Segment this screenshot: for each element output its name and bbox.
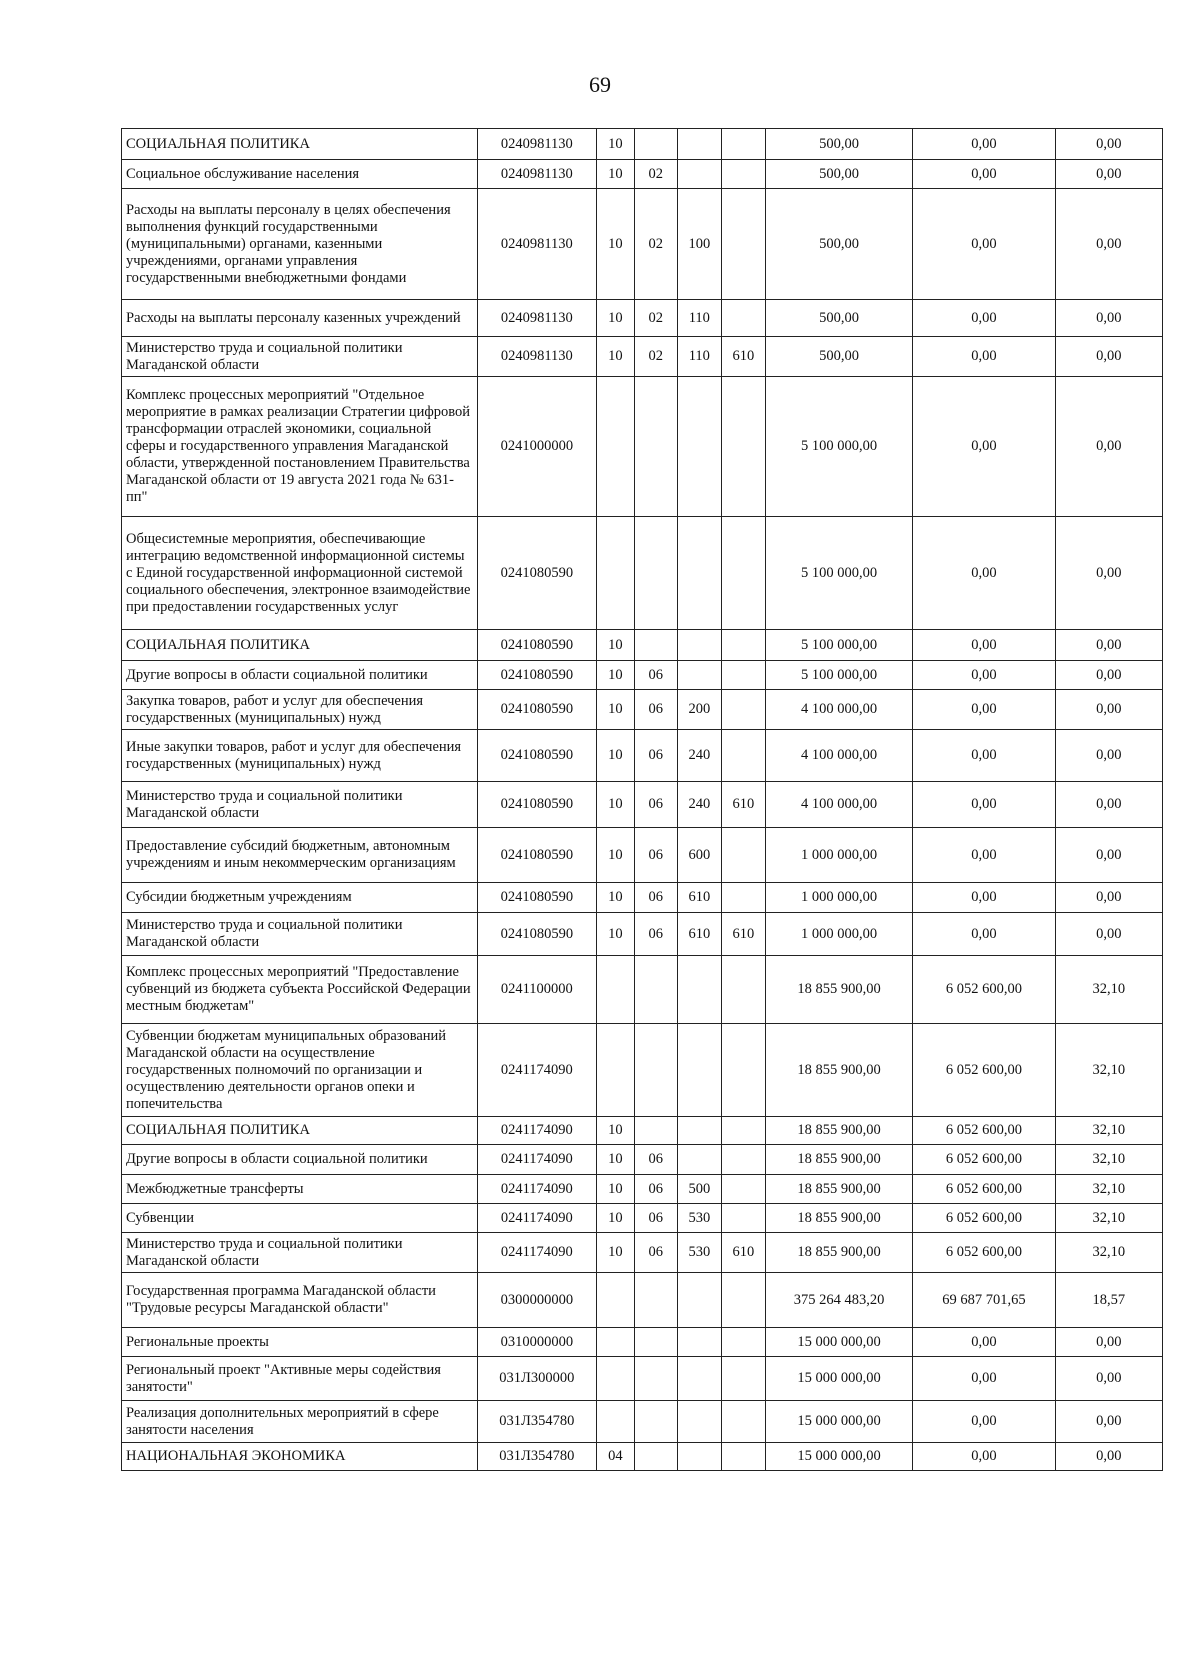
name-cell: Региональный проект "Активные меры содействия занятости" — [122, 1357, 478, 1401]
budget-table — [121, 128, 1163, 1471]
plan-amount-cell: 500,00 — [765, 189, 913, 300]
expense-type-cell — [677, 1024, 722, 1117]
plan-amount-cell: 1 000 000,00 — [765, 883, 913, 913]
fact-amount-cell: 6 052 600,00 — [913, 1233, 1055, 1273]
plan-amount-cell: 18 855 900,00 — [765, 1145, 913, 1175]
expense-type-cell: 200 — [677, 690, 722, 730]
section-cell: 10 — [596, 883, 634, 913]
expense-type-cell: 610 — [677, 883, 722, 913]
section-cell: 10 — [596, 828, 634, 883]
percent-cell: 0,00 — [1055, 337, 1162, 377]
expense-type-cell — [677, 1401, 722, 1443]
ministry-code-cell — [722, 129, 766, 160]
fact-amount-cell: 0,00 — [913, 1357, 1055, 1401]
expense-type-cell — [677, 1443, 722, 1471]
plan-amount-cell: 18 855 900,00 — [765, 1233, 913, 1273]
section-cell: 10 — [596, 913, 634, 956]
fact-amount-cell: 0,00 — [913, 129, 1055, 160]
fact-amount-cell: 0,00 — [913, 630, 1055, 661]
subsection-cell: 06 — [635, 913, 677, 956]
subsection-cell — [635, 1401, 677, 1443]
percent-cell: 0,00 — [1055, 730, 1162, 782]
expense-type-cell — [677, 160, 722, 189]
fact-amount-cell: 6 052 600,00 — [913, 1204, 1055, 1233]
ministry-code-cell — [722, 377, 766, 517]
subsection-cell: 06 — [635, 1233, 677, 1273]
csr-cell: 0241080590 — [477, 690, 596, 730]
section-cell — [596, 1328, 634, 1357]
ministry-code-cell: 610 — [722, 913, 766, 956]
name-cell: Социальное обслуживание населения — [122, 160, 478, 189]
csr-cell: 0241080590 — [477, 730, 596, 782]
ministry-code-cell — [722, 300, 766, 337]
csr-cell: 0241080590 — [477, 782, 596, 828]
name-cell: СОЦИАЛЬНАЯ ПОЛИТИКА — [122, 630, 478, 661]
percent-cell: 0,00 — [1055, 913, 1162, 956]
percent-cell: 18,57 — [1055, 1273, 1162, 1328]
subsection-cell: 02 — [635, 300, 677, 337]
name-cell: Региональные проекты — [122, 1328, 478, 1357]
plan-amount-cell: 18 855 900,00 — [765, 956, 913, 1024]
name-cell: Министерство труда и социальной политики Магаданской области — [122, 1233, 478, 1273]
name-cell: Субвенции — [122, 1204, 478, 1233]
expense-type-cell: 610 — [677, 913, 722, 956]
csr-cell: 0241174090 — [477, 1175, 596, 1204]
plan-amount-cell: 15 000 000,00 — [765, 1328, 913, 1357]
expense-type-cell — [677, 630, 722, 661]
fact-amount-cell: 0,00 — [913, 661, 1055, 690]
percent-cell: 0,00 — [1055, 1401, 1162, 1443]
ministry-code-cell — [722, 1204, 766, 1233]
name-cell: Государственная программа Магаданской области "Трудовые ресурсы Магаданской области" — [122, 1273, 478, 1328]
expense-type-cell: 530 — [677, 1204, 722, 1233]
csr-cell: 0241080590 — [477, 517, 596, 630]
name-cell: Закупка товаров, работ и услуг для обеспечения государственных (муниципальных) нужд — [122, 690, 478, 730]
fact-amount-cell: 0,00 — [913, 300, 1055, 337]
subsection-cell: 06 — [635, 1175, 677, 1204]
percent-cell: 0,00 — [1055, 189, 1162, 300]
ministry-code-cell — [722, 1401, 766, 1443]
percent-cell: 0,00 — [1055, 828, 1162, 883]
section-cell: 10 — [596, 1117, 634, 1145]
fact-amount-cell: 0,00 — [913, 1443, 1055, 1471]
percent-cell: 0,00 — [1055, 883, 1162, 913]
expense-type-cell — [677, 1357, 722, 1401]
expense-type-cell — [677, 129, 722, 160]
csr-cell: 0241174090 — [477, 1024, 596, 1117]
percent-cell: 0,00 — [1055, 630, 1162, 661]
table-row — [122, 129, 1163, 160]
csr-cell: 0240981130 — [477, 189, 596, 300]
ministry-code-cell — [722, 730, 766, 782]
section-cell: 10 — [596, 300, 634, 337]
plan-amount-cell: 15 000 000,00 — [765, 1443, 913, 1471]
fact-amount-cell: 0,00 — [913, 782, 1055, 828]
table-row — [122, 661, 1163, 690]
expense-type-cell — [677, 517, 722, 630]
table-row — [122, 1401, 1163, 1443]
subsection-cell: 06 — [635, 883, 677, 913]
fact-amount-cell: 0,00 — [913, 913, 1055, 956]
percent-cell: 32,10 — [1055, 1233, 1162, 1273]
section-cell — [596, 1357, 634, 1401]
csr-cell: 031Л300000 — [477, 1357, 596, 1401]
subsection-cell: 06 — [635, 730, 677, 782]
fact-amount-cell: 0,00 — [913, 883, 1055, 913]
section-cell: 10 — [596, 630, 634, 661]
percent-cell: 0,00 — [1055, 661, 1162, 690]
plan-amount-cell: 4 100 000,00 — [765, 730, 913, 782]
percent-cell: 0,00 — [1055, 782, 1162, 828]
fact-amount-cell: 6 052 600,00 — [913, 1024, 1055, 1117]
expense-type-cell: 110 — [677, 337, 722, 377]
ministry-code-cell — [722, 630, 766, 661]
percent-cell: 32,10 — [1055, 956, 1162, 1024]
name-cell: Другие вопросы в области социальной политики — [122, 1145, 478, 1175]
plan-amount-cell: 5 100 000,00 — [765, 630, 913, 661]
table-row — [122, 337, 1163, 377]
table-row — [122, 1328, 1163, 1357]
fact-amount-cell: 6 052 600,00 — [913, 956, 1055, 1024]
csr-cell: 031Л354780 — [477, 1443, 596, 1471]
expense-type-cell: 530 — [677, 1233, 722, 1273]
plan-amount-cell: 18 855 900,00 — [765, 1204, 913, 1233]
table-row — [122, 377, 1163, 517]
csr-cell: 0240981130 — [477, 337, 596, 377]
expense-type-cell — [677, 956, 722, 1024]
section-cell — [596, 1024, 634, 1117]
ministry-code-cell — [722, 1175, 766, 1204]
percent-cell: 32,10 — [1055, 1175, 1162, 1204]
section-cell — [596, 377, 634, 517]
section-cell: 10 — [596, 690, 634, 730]
section-cell: 10 — [596, 1145, 634, 1175]
expense-type-cell — [677, 1117, 722, 1145]
section-cell: 10 — [596, 337, 634, 377]
plan-amount-cell: 500,00 — [765, 337, 913, 377]
ministry-code-cell — [722, 1328, 766, 1357]
expense-type-cell: 500 — [677, 1175, 722, 1204]
percent-cell: 0,00 — [1055, 300, 1162, 337]
plan-amount-cell: 18 855 900,00 — [765, 1175, 913, 1204]
percent-cell: 32,10 — [1055, 1145, 1162, 1175]
ministry-code-cell — [722, 160, 766, 189]
plan-amount-cell: 15 000 000,00 — [765, 1357, 913, 1401]
percent-cell: 0,00 — [1055, 1357, 1162, 1401]
section-cell: 10 — [596, 730, 634, 782]
table-row — [122, 300, 1163, 337]
csr-cell: 031Л354780 — [477, 1401, 596, 1443]
csr-cell: 0300000000 — [477, 1273, 596, 1328]
subsection-cell: 06 — [635, 782, 677, 828]
csr-cell: 0240981130 — [477, 300, 596, 337]
ministry-code-cell — [722, 690, 766, 730]
subsection-cell — [635, 1443, 677, 1471]
plan-amount-cell: 15 000 000,00 — [765, 1401, 913, 1443]
plan-amount-cell: 18 855 900,00 — [765, 1117, 913, 1145]
table-row — [122, 782, 1163, 828]
percent-cell: 32,10 — [1055, 1024, 1162, 1117]
page-number: 69 — [589, 72, 611, 97]
table-row — [122, 1443, 1163, 1471]
ministry-code-cell — [722, 1443, 766, 1471]
plan-amount-cell: 5 100 000,00 — [765, 517, 913, 630]
subsection-cell — [635, 517, 677, 630]
ministry-code-cell — [722, 189, 766, 300]
expense-type-cell: 240 — [677, 782, 722, 828]
plan-amount-cell: 4 100 000,00 — [765, 782, 913, 828]
ministry-code-cell — [722, 517, 766, 630]
subsection-cell: 06 — [635, 1145, 677, 1175]
fact-amount-cell: 0,00 — [913, 828, 1055, 883]
csr-cell: 0241080590 — [477, 913, 596, 956]
table-row — [122, 517, 1163, 630]
subsection-cell: 02 — [635, 160, 677, 189]
csr-cell: 0241080590 — [477, 828, 596, 883]
percent-cell: 0,00 — [1055, 690, 1162, 730]
csr-cell: 0241000000 — [477, 377, 596, 517]
expense-type-cell — [677, 1145, 722, 1175]
csr-cell: 0310000000 — [477, 1328, 596, 1357]
expense-type-cell: 100 — [677, 189, 722, 300]
subsection-cell — [635, 630, 677, 661]
name-cell: Общесистемные мероприятия, обеспечивающие интеграцию ведомственной информационной системы с Единой государственной информационной системой социального обеспечения, электронное взаимодействие при предоставлении государственных услуг — [122, 517, 478, 630]
section-cell: 10 — [596, 782, 634, 828]
section-cell: 10 — [596, 160, 634, 189]
name-cell: Субвенции бюджетам муниципальных образований Магаданской области на осуществление государственных полномочий по организации и осуществлению деятельности органов опеки и попечительства — [122, 1024, 478, 1117]
name-cell: Другие вопросы в области социальной политики — [122, 661, 478, 690]
ministry-code-cell — [722, 661, 766, 690]
csr-cell: 0241080590 — [477, 883, 596, 913]
subsection-cell: 06 — [635, 1204, 677, 1233]
ministry-code-cell: 610 — [722, 337, 766, 377]
section-cell — [596, 956, 634, 1024]
expense-type-cell: 600 — [677, 828, 722, 883]
section-cell: 10 — [596, 1204, 634, 1233]
subsection-cell: 02 — [635, 337, 677, 377]
csr-cell: 0240981130 — [477, 160, 596, 189]
ministry-code-cell — [722, 1024, 766, 1117]
expense-type-cell: 240 — [677, 730, 722, 782]
ministry-code-cell — [722, 956, 766, 1024]
subsection-cell — [635, 1273, 677, 1328]
name-cell: Иные закупки товаров, работ и услуг для обеспечения государственных (муниципальных) нужд — [122, 730, 478, 782]
subsection-cell — [635, 956, 677, 1024]
expense-type-cell — [677, 661, 722, 690]
fact-amount-cell: 6 052 600,00 — [913, 1145, 1055, 1175]
subsection-cell — [635, 129, 677, 160]
table-row — [122, 730, 1163, 782]
subsection-cell: 06 — [635, 690, 677, 730]
plan-amount-cell: 4 100 000,00 — [765, 690, 913, 730]
subsection-cell — [635, 377, 677, 517]
table-row — [122, 1357, 1163, 1401]
ministry-code-cell — [722, 828, 766, 883]
percent-cell: 0,00 — [1055, 160, 1162, 189]
fact-amount-cell: 0,00 — [913, 337, 1055, 377]
fact-amount-cell: 6 052 600,00 — [913, 1117, 1055, 1145]
table-body — [122, 129, 1163, 1471]
plan-amount-cell: 500,00 — [765, 160, 913, 189]
subsection-cell: 06 — [635, 828, 677, 883]
name-cell: Реализация дополнительных мероприятий в сфере занятости населения — [122, 1401, 478, 1443]
csr-cell: 0241080590 — [477, 661, 596, 690]
fact-amount-cell: 0,00 — [913, 189, 1055, 300]
plan-amount-cell: 1 000 000,00 — [765, 913, 913, 956]
csr-cell: 0241174090 — [477, 1233, 596, 1273]
name-cell: Комплекс процессных мероприятий "Отдельное мероприятие в рамках реализации Стратегии цифровой трансформации отраслей экономики, социальной сферы и государственного управления Магаданской области, утвержденной постановлением Правительства Магаданской области от 19 августа 2021 года № 631-пп" — [122, 377, 478, 517]
subsection-cell — [635, 1024, 677, 1117]
fact-amount-cell: 0,00 — [913, 517, 1055, 630]
table-row — [122, 1233, 1163, 1273]
percent-cell: 0,00 — [1055, 129, 1162, 160]
percent-cell: 32,10 — [1055, 1204, 1162, 1233]
section-cell: 10 — [596, 129, 634, 160]
fact-amount-cell: 6 052 600,00 — [913, 1175, 1055, 1204]
ministry-code-cell — [722, 1117, 766, 1145]
section-cell — [596, 1273, 634, 1328]
table-row — [122, 883, 1163, 913]
subsection-cell: 06 — [635, 661, 677, 690]
fact-amount-cell: 0,00 — [913, 730, 1055, 782]
plan-amount-cell: 5 100 000,00 — [765, 377, 913, 517]
csr-cell: 0241080590 — [477, 630, 596, 661]
section-cell: 10 — [596, 661, 634, 690]
plan-amount-cell: 500,00 — [765, 300, 913, 337]
name-cell: Предоставление субсидий бюджетным, автономным учреждениям и иным некоммерческим организациям — [122, 828, 478, 883]
name-cell: Министерство труда и социальной политики Магаданской области — [122, 913, 478, 956]
percent-cell: 0,00 — [1055, 377, 1162, 517]
subsection-cell: 02 — [635, 189, 677, 300]
section-cell: 10 — [596, 189, 634, 300]
table-row — [122, 160, 1163, 189]
table-row — [122, 1273, 1163, 1328]
ministry-code-cell — [722, 883, 766, 913]
percent-cell: 32,10 — [1055, 1117, 1162, 1145]
section-cell — [596, 1401, 634, 1443]
table-row — [122, 1145, 1163, 1175]
expense-type-cell — [677, 1328, 722, 1357]
name-cell: Субсидии бюджетным учреждениям — [122, 883, 478, 913]
expense-type-cell — [677, 377, 722, 517]
table-row — [122, 956, 1163, 1024]
expense-type-cell: 110 — [677, 300, 722, 337]
name-cell: Межбюджетные трансферты — [122, 1175, 478, 1204]
csr-cell: 0240981130 — [477, 129, 596, 160]
section-cell: 10 — [596, 1175, 634, 1204]
fact-amount-cell: 0,00 — [913, 1328, 1055, 1357]
name-cell: Расходы на выплаты персоналу казенных учреждений — [122, 300, 478, 337]
fact-amount-cell: 0,00 — [913, 1401, 1055, 1443]
table-row — [122, 1175, 1163, 1204]
section-cell: 10 — [596, 1233, 634, 1273]
ministry-code-cell: 610 — [722, 1233, 766, 1273]
table-row — [122, 1024, 1163, 1117]
ministry-code-cell — [722, 1145, 766, 1175]
plan-amount-cell: 500,00 — [765, 129, 913, 160]
plan-amount-cell: 1 000 000,00 — [765, 828, 913, 883]
table-row — [122, 828, 1163, 883]
name-cell: Комплекс процессных мероприятий "Предоставление субвенций из бюджета субъекта Российской Федерации местным бюджетам" — [122, 956, 478, 1024]
fact-amount-cell: 0,00 — [913, 377, 1055, 517]
table-row — [122, 1204, 1163, 1233]
percent-cell: 0,00 — [1055, 1443, 1162, 1471]
ministry-code-cell — [722, 1357, 766, 1401]
name-cell: СОЦИАЛЬНАЯ ПОЛИТИКА — [122, 129, 478, 160]
section-cell — [596, 517, 634, 630]
table-row — [122, 189, 1163, 300]
name-cell: СОЦИАЛЬНАЯ ПОЛИТИКА — [122, 1117, 478, 1145]
expense-type-cell — [677, 1273, 722, 1328]
table-row — [122, 630, 1163, 661]
csr-cell: 0241100000 — [477, 956, 596, 1024]
subsection-cell — [635, 1357, 677, 1401]
name-cell: Расходы на выплаты персоналу в целях обеспечения выполнения функций государственными (муниципальными) органами, казенными учреждениями, органами управления государственными внебюджетными фондами — [122, 189, 478, 300]
table-row — [122, 690, 1163, 730]
fact-amount-cell: 0,00 — [913, 160, 1055, 189]
name-cell: Министерство труда и социальной политики Магаданской области — [122, 337, 478, 377]
name-cell: Министерство труда и социальной политики Магаданской области — [122, 782, 478, 828]
percent-cell: 0,00 — [1055, 517, 1162, 630]
csr-cell: 0241174090 — [477, 1145, 596, 1175]
ministry-code-cell — [722, 1273, 766, 1328]
csr-cell: 0241174090 — [477, 1204, 596, 1233]
plan-amount-cell: 5 100 000,00 — [765, 661, 913, 690]
csr-cell: 0241174090 — [477, 1117, 596, 1145]
ministry-code-cell: 610 — [722, 782, 766, 828]
section-cell: 04 — [596, 1443, 634, 1471]
plan-amount-cell: 375 264 483,20 — [765, 1273, 913, 1328]
fact-amount-cell: 69 687 701,65 — [913, 1273, 1055, 1328]
name-cell: НАЦИОНАЛЬНАЯ ЭКОНОМИКА — [122, 1443, 478, 1471]
plan-amount-cell: 18 855 900,00 — [765, 1024, 913, 1117]
table-row — [122, 913, 1163, 956]
subsection-cell — [635, 1328, 677, 1357]
subsection-cell — [635, 1117, 677, 1145]
percent-cell: 0,00 — [1055, 1328, 1162, 1357]
fact-amount-cell: 0,00 — [913, 690, 1055, 730]
table-row — [122, 1117, 1163, 1145]
